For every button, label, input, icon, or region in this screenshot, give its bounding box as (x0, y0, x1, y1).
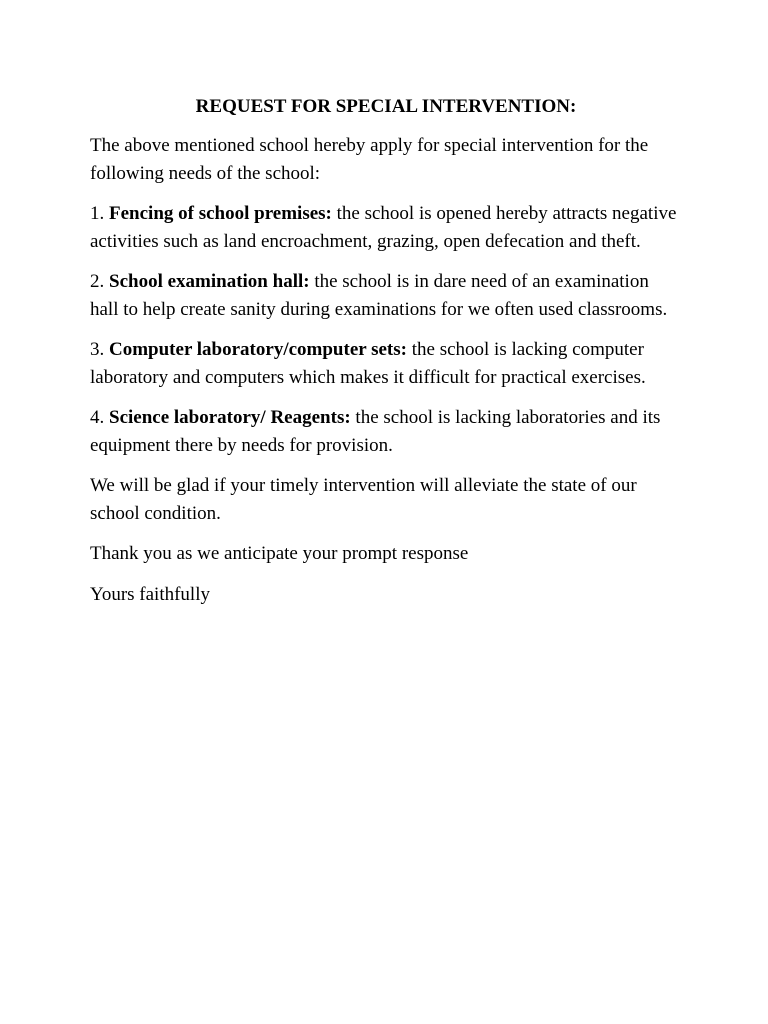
item-text: the school is in dare need of an examination hall to help create sanity during examinations for we often used classrooms. (90, 271, 668, 320)
closing-paragraph: We will be glad if your timely intervention will alleviate the state of our school condition. (90, 475, 637, 524)
item-heading: Science laboratory/ Reagents: (109, 407, 351, 428)
request-item-1 (90, 200, 682, 255)
request-item-2 (90, 268, 682, 323)
item-number: 3. (90, 339, 109, 360)
item-number: 2. (90, 271, 109, 292)
item-text: the school is opened hereby attracts negative activities such as land encroachment, grazing, open defecation and theft. (90, 203, 677, 252)
request-item-4 (90, 404, 682, 459)
item-heading: Fencing of school premises: (109, 203, 332, 224)
item-number: 4. (90, 407, 109, 428)
item-heading: School examination hall: (109, 271, 310, 292)
signoff: Yours faithfully (90, 583, 210, 605)
item-number: 1. (90, 203, 109, 224)
document-title: REQUEST FOR SPECIAL INTERVENTION: (195, 96, 577, 117)
item-text: the school is lacking laboratories and its equipment there by needs for provision. (90, 407, 661, 456)
thanks-paragraph: Thank you as we anticipate your prompt response (90, 543, 469, 564)
document-page (90, 93, 682, 621)
request-item-3 (90, 336, 682, 391)
intro-paragraph: The above mentioned school hereby apply for special intervention for the following needs of the school: (90, 135, 649, 184)
item-heading: Computer laboratory/computer sets: (109, 339, 407, 360)
item-text: the school is lacking computer laboratory and computers which makes it difficult for practical exercises. (90, 339, 646, 388)
